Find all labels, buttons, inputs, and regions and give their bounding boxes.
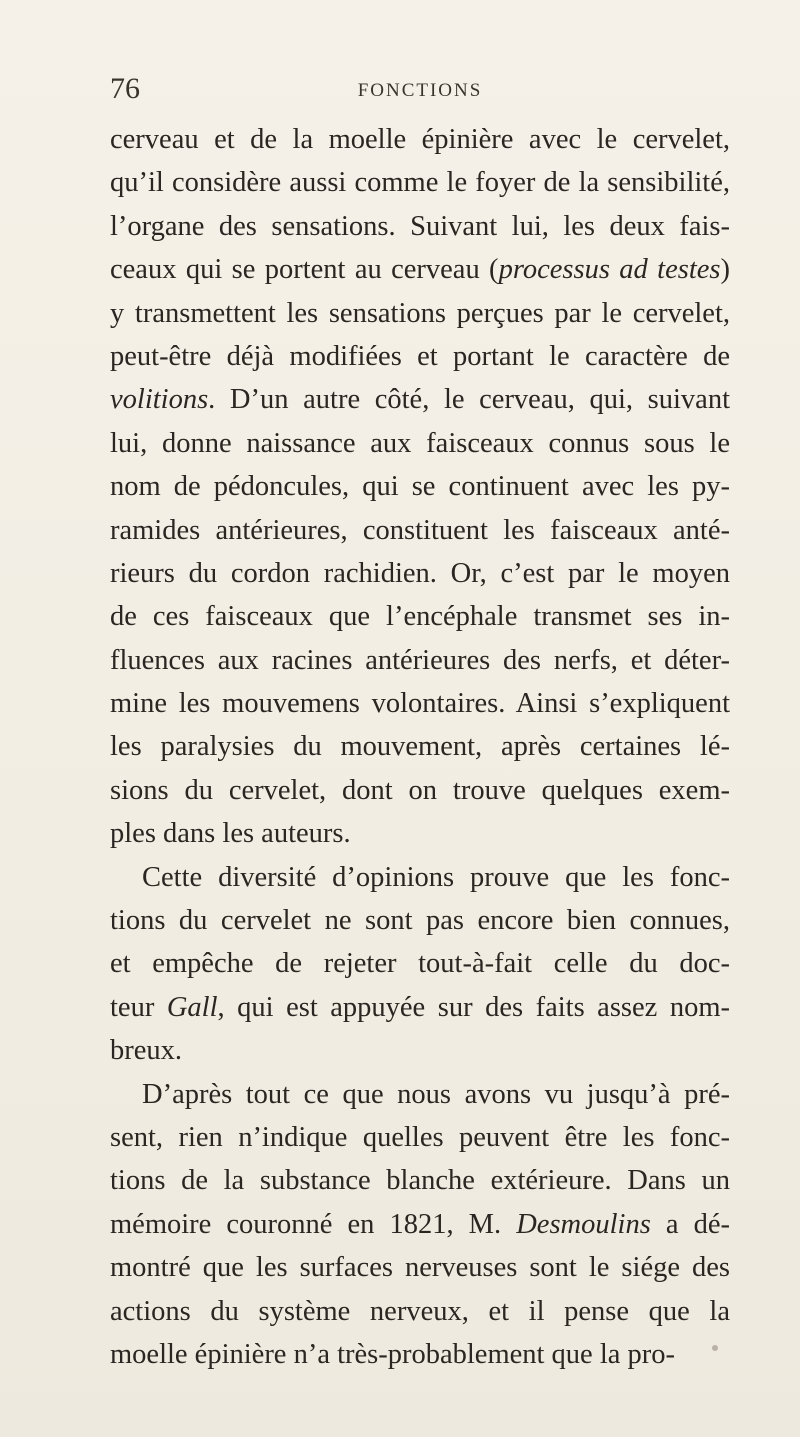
text-segment: ceaux qui se portent au cerveau ( bbox=[110, 254, 499, 286]
text-line: l’organe des sensations. Suivant lui, les deux fais- bbox=[110, 210, 730, 242]
paragraph bbox=[110, 1073, 730, 1377]
text-line bbox=[110, 248, 730, 291]
italic-text: volitions bbox=[110, 384, 209, 416]
text-line bbox=[110, 1203, 730, 1246]
text-segment: teur bbox=[110, 991, 167, 1023]
text-line: moelle épinière n’a très-probablement que la pro- bbox=[110, 1338, 676, 1370]
text-segment: a dé- bbox=[650, 1208, 731, 1240]
page-header bbox=[110, 72, 730, 112]
text-line: mine les mouvemens volontaires. Ainsi s’expliquent bbox=[110, 688, 730, 720]
text-line: ples dans les auteurs. bbox=[110, 818, 351, 850]
italic-text: Desmoulins bbox=[516, 1208, 651, 1240]
italic-text: processus ad testes bbox=[498, 254, 721, 286]
text-segment: , qui est appuyée sur des faits assez nom- bbox=[217, 991, 730, 1023]
text-line: D’après tout ce que nous avons vu jusqu’à pré- bbox=[142, 1078, 730, 1110]
paper-stain bbox=[712, 1345, 718, 1351]
text-line: peut-être déjà modifiées et portant le caractère de bbox=[110, 340, 730, 372]
text-line: sions du cervelet, dont on trouve quelques exem- bbox=[110, 774, 730, 806]
text-line bbox=[110, 986, 730, 1029]
text-line: fluences aux racines antérieures des nerfs, et déter- bbox=[110, 644, 730, 676]
text-line: Cette diversité d’opinions prouve que les fonc- bbox=[142, 861, 730, 893]
text-line: tions du cervelet ne sont pas encore bien connues, bbox=[110, 905, 730, 937]
paragraph bbox=[110, 856, 730, 1073]
text-line: lui, donne naissance aux faisceaux connus sous le bbox=[110, 427, 730, 459]
text-line: ramides antérieures, constituent les faisceaux anté- bbox=[110, 514, 730, 546]
running-head: FONCTIONS bbox=[357, 80, 483, 101]
text-line: montré que les surfaces nerveuses sont le siége des bbox=[110, 1252, 730, 1284]
text-line: actions du système nerveux, et il pense que la bbox=[110, 1295, 730, 1327]
text-line bbox=[110, 378, 730, 421]
text-line: de ces faisceaux que l’encéphale transmet ses in- bbox=[110, 601, 730, 633]
paragraph bbox=[110, 118, 730, 856]
text-segment: mémoire couronné en 1821, M. bbox=[110, 1208, 517, 1240]
page-number: 76 bbox=[110, 72, 140, 105]
text-segment: ) bbox=[720, 254, 730, 286]
italic-text: Gall bbox=[166, 991, 218, 1023]
text-line: cerveau et de la moelle épinière avec le cervelet, bbox=[110, 124, 730, 155]
text-line: breux. bbox=[110, 1035, 183, 1067]
text-line: les paralysies du mouvement, après certaines lé- bbox=[110, 731, 730, 763]
text-line: nom de pédoncules, qui se continuent avec les py- bbox=[110, 471, 730, 503]
text-segment: . D’un autre côté, le cerveau, qui, suivant bbox=[208, 384, 730, 416]
text-line: qu’il considère aussi comme le foyer de la sensibilité, bbox=[110, 167, 730, 199]
text-line: y transmettent les sensations perçues par le cervelet, bbox=[110, 297, 730, 329]
text-line: tions de la substance blanche extérieure. Dans un bbox=[110, 1165, 730, 1197]
text-line: sent, rien n’indique quelles peuvent être les fonc- bbox=[110, 1121, 730, 1153]
text-line: rieurs du cordon rachidien. Or, c’est par le moyen bbox=[110, 557, 730, 589]
text-line: et empêche de rejeter tout-à-fait celle du doc- bbox=[110, 948, 730, 980]
body-text bbox=[110, 118, 730, 1376]
